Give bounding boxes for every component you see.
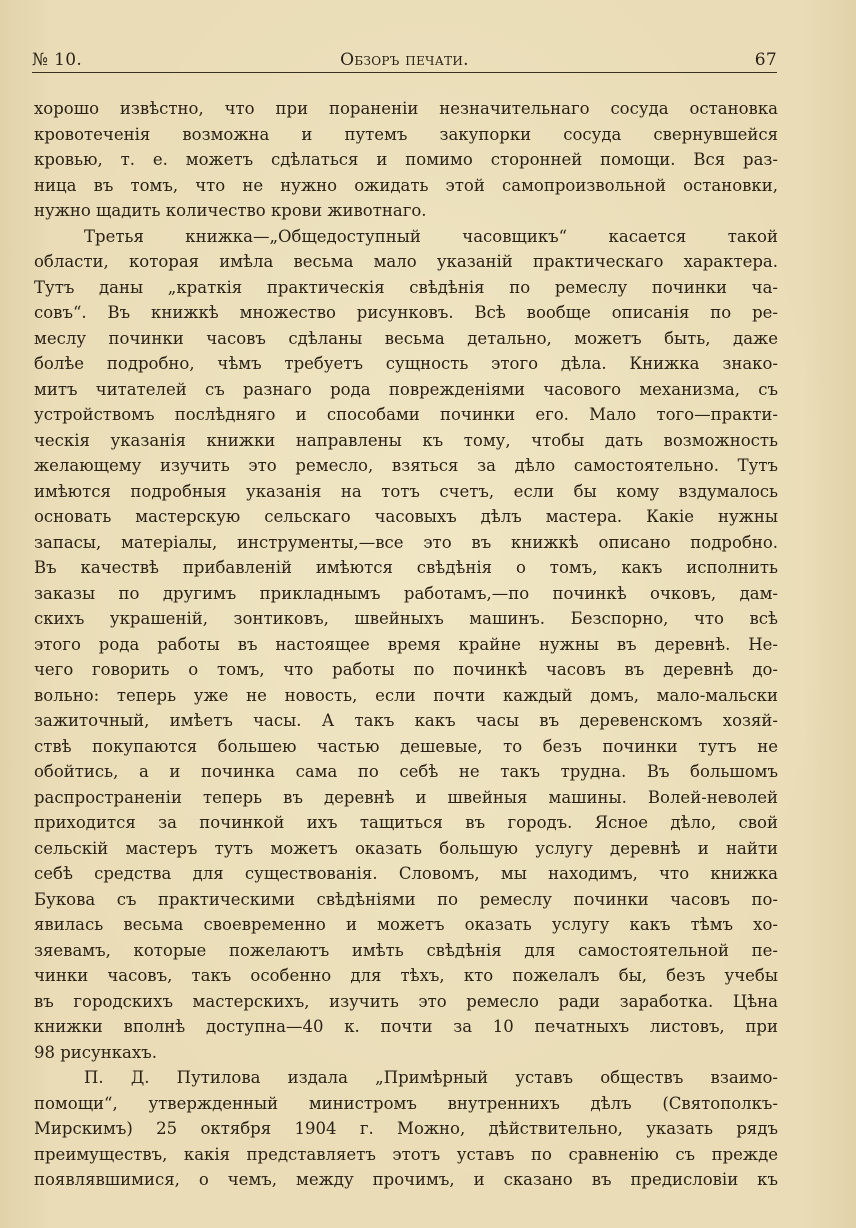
text-line: книжки вполнѣ доступна—40 к. почти за 10 печатныхъ листовъ, при [34, 1017, 778, 1036]
text-line: Букова съ практическими свѣдѣніями по ремеслу починки часовъ по- [34, 889, 778, 909]
text-line: приходится за починкой ихъ тащиться въ городъ. Ясное дѣло, свой [34, 813, 778, 832]
text-line: помощи“, утвержденный министромъ внутреннихъ дѣлъ (Святополкъ- [34, 1093, 778, 1113]
text-line: заказы по другимъ прикладнымъ работамъ,—по починкѣ очковъ, дам- [34, 583, 778, 603]
text-line: появлявшимися, о чемъ, между прочимъ, и сказано въ предисловіи къ [34, 1170, 778, 1189]
text-line: вольно: теперь уже не новость, если почти каждый домъ, мало-мальски [34, 685, 778, 705]
text-line: ческія указанія книжки направлены къ тому, чтобы дать возможность [34, 430, 778, 450]
text-line: чего говорить о томъ, что работы по починкѣ часовъ въ деревнѣ до- [34, 660, 778, 679]
running-header [32, 50, 777, 72]
text-line: ница въ томъ, что не нужно ожидать этой самопроизвольной остановки, [34, 175, 778, 195]
text-line: запасы, матеріалы, инструменты,—все это въ книжкѣ описано подробно. [34, 532, 778, 552]
text-line: нужно щадить количество крови животнаго. [34, 201, 427, 220]
text-line: имѣются подробныя указанія на тотъ счетъ, если бы кому вздумалось [34, 481, 778, 501]
text-line: Тутъ даны „краткія практическія свѣдѣнія по ремеслу починки ча- [34, 277, 778, 297]
text-line: сельскій мастеръ тутъ можетъ оказать большую услугу деревнѣ и найти [34, 838, 778, 858]
text-line: зяевамъ, которые пожелаютъ имѣть свѣдѣнія для самостоятельной пе- [34, 940, 778, 960]
issue-number: № 10. [32, 50, 83, 70]
text-line: чинки часовъ, такъ особенно для тѣхъ, кто пожелалъ бы, безъ учебы [34, 966, 778, 985]
text-line: скихъ украшеній, зонтиковъ, швейныхъ машинъ. Безспорно, что всѣ [34, 609, 778, 628]
text-line: кровотеченія возможна и путемъ закупорки сосуда свернувшейся [34, 124, 778, 144]
text-line: совъ“. Въ книжкѣ множество рисунковъ. Всѣ вообще описанія по ре- [34, 303, 778, 322]
header-rule [32, 72, 777, 73]
text-line: митъ читателей съ разнаго рода поврежденіями часового механизма, съ [34, 379, 778, 399]
text-line: меслу починки часовъ сдѣланы весьма детально, можетъ быть, даже [34, 328, 778, 348]
text-line: 98 рисункахъ. [34, 1042, 157, 1062]
text-line: Мирскимъ) 25 октября 1904 г. Можно, дѣйствительно, указать рядъ [34, 1119, 778, 1138]
text-line: зажиточный, имѣетъ часы. А такъ какъ часы въ деревенскомъ хозяй- [34, 711, 778, 730]
text-line: этого рода работы въ настоящее время крайне нужны въ деревнѣ. Не- [34, 634, 778, 654]
text-line: ствѣ покупаются большею частью дешевые, то безъ починки тутъ не [34, 736, 778, 756]
text-line: въ городскихъ мастерскихъ, изучить это ремесло ради заработка. Цѣна [34, 991, 778, 1011]
text-line: явилась весьма своевременно и можетъ оказать услугу какъ тѣмъ хо- [34, 915, 778, 934]
page-body-text [34, 96, 778, 1193]
text-line: области, которая имѣла весьма мало указаній практическаго характера. [34, 252, 778, 271]
text-line: обойтись, а и починка сама по себѣ не такъ трудна. Въ большомъ [34, 762, 778, 781]
text-line: болѣе подробно, чѣмъ требуетъ сущность этого дѣла. Книжка знако- [34, 354, 778, 373]
text-line: себѣ средства для существованія. Словомъ, мы находимъ, что книжка [34, 864, 778, 883]
text-line: устройствомъ послѣдняго и способами починки его. Мало того—практи- [34, 405, 778, 424]
text-line: желающему изучить это ремесло, взяться за дѣло самостоятельно. Тутъ [34, 456, 778, 475]
text-line: кровью, т. е. можетъ сдѣлаться и помимо сторонней помощи. Вся раз- [34, 150, 778, 169]
text-line: основать мастерскую сельскаго часовыхъ дѣлъ мастера. Какіе нужны [34, 507, 778, 526]
section-title: Обзоръ печати. [340, 50, 469, 70]
text-line: хорошо извѣстно, что при пораненіи незначительнаго сосуда остановка [34, 99, 778, 118]
text-line: преимуществъ, какія представляетъ этотъ уставъ по сравненію съ прежде [34, 1144, 778, 1164]
text-line: Третья книжка—„Общедоступный часовщикъ“ касается такой [84, 226, 778, 246]
text-line: распространеніи теперь въ деревнѣ и швейныя машины. Волей-неволей [34, 787, 778, 807]
page-number: 67 [754, 50, 777, 70]
text-line: П. Д. Путилова издала „Примѣрный уставъ обществъ взаимо- [84, 1068, 778, 1087]
text-line: Въ качествѣ прибавленій имѣются свѣдѣнія о томъ, какъ исполнить [34, 558, 778, 577]
